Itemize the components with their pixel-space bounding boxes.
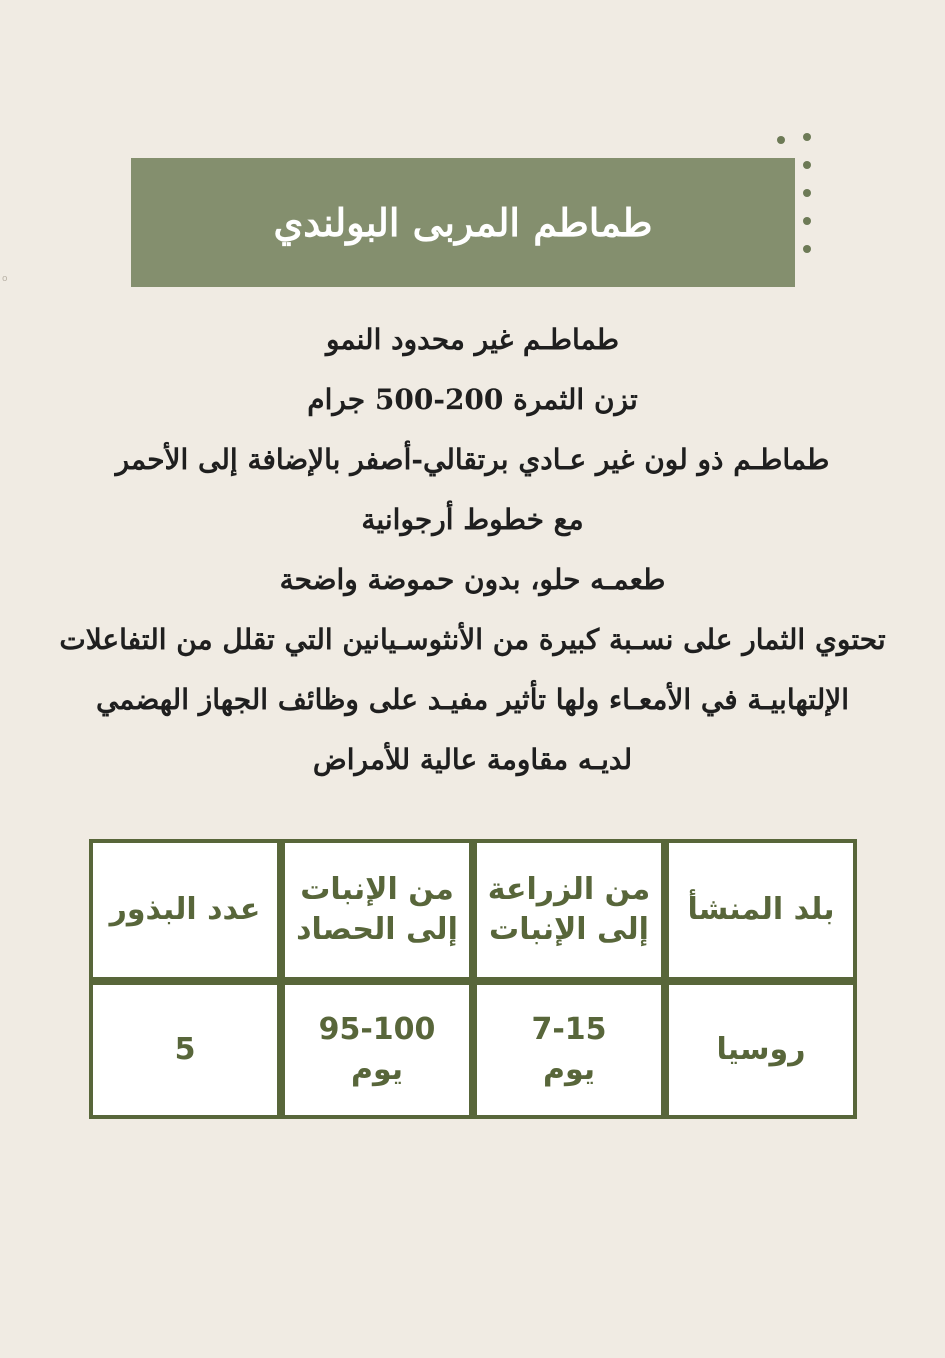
cell-origin-country — [665, 981, 857, 1119]
header-text: بلد المنشأ — [687, 892, 835, 928]
description-line: طعمـه حلو، بدون حموضة واضحة — [279, 563, 666, 596]
table-row — [89, 981, 857, 1119]
cell-text: 7-15 — [531, 1012, 607, 1048]
header-seed-count — [89, 839, 281, 981]
cell-planting-to-germination — [473, 981, 665, 1119]
edge-mark: o — [2, 274, 8, 284]
header-text: من الزراعة — [487, 872, 651, 908]
dot-icon — [803, 189, 811, 197]
cell-text: 5 — [174, 1032, 196, 1068]
cell-text: روسيا — [716, 1032, 806, 1068]
dot-icon — [803, 133, 811, 141]
header-planting-to-germination — [473, 839, 665, 981]
header-germination-to-harvest — [281, 839, 473, 981]
dot-icon — [803, 245, 811, 253]
description-line: تحتوي الثمار على نسـبة كبيرة من الأنثوسـيانين التي تقلل من التفاعلات — [59, 623, 886, 656]
description — [30, 310, 915, 790]
cell-text: 95-100 — [318, 1012, 436, 1048]
cell-text: يوم — [542, 1052, 596, 1088]
cell-seed-count — [89, 981, 281, 1119]
page-title: طماطم المربى البولندي — [273, 200, 653, 245]
cell-germination-to-harvest — [281, 981, 473, 1119]
title-banner — [131, 158, 795, 287]
dot-icon — [803, 217, 811, 225]
header-text: إلى الحصاد — [296, 912, 458, 948]
cell-text: يوم — [350, 1052, 404, 1088]
description-line: طماطـم غير محدود النمو — [325, 323, 620, 356]
header-origin-country — [665, 839, 857, 981]
table-header-row — [89, 839, 857, 981]
description-line: طماطـم ذو لون غير عـادي برتقالي-أصفر بالإضافة إلى الأحمر — [115, 443, 830, 476]
decorative-dots — [803, 133, 815, 263]
description-line: مع خطوط أرجوانية — [361, 503, 584, 536]
info-table — [89, 839, 857, 1119]
description-line: لديـه مقاومة عالية للأمراض — [312, 743, 633, 776]
description-line: الإلتهابيـة في الأمعـاء ولها تأثير مفيـد على وظائف الجهاز الهضمي — [95, 683, 850, 716]
dot-icon — [803, 161, 811, 169]
header-text: إلى الإنبات — [489, 912, 649, 948]
header-text: عدد البذور — [109, 892, 261, 928]
description-line: تزن الثمرة 200-500 جرام — [307, 383, 638, 416]
header-text: من الإنبات — [300, 872, 454, 908]
dot-icon — [777, 136, 785, 144]
